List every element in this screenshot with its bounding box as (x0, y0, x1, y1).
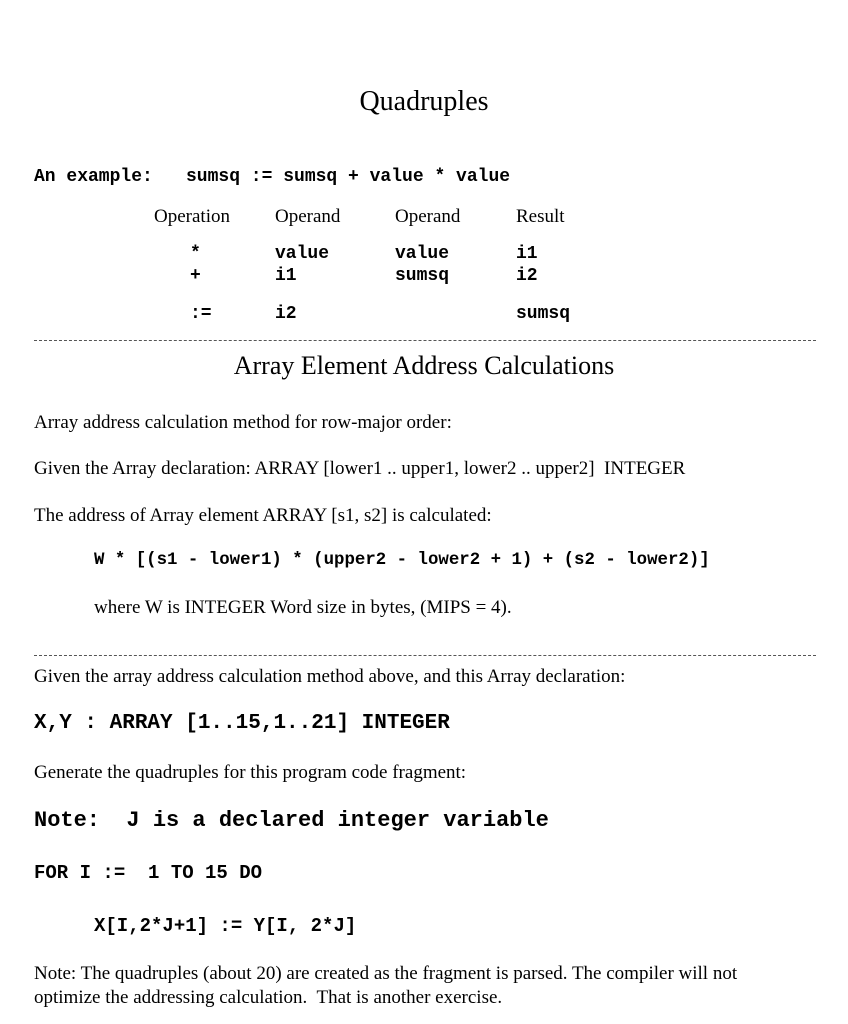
array-declaration: X,Y : ARRAY [1..15,1..21] INTEGER (34, 712, 450, 735)
final-note-line-2: optimize the addressing calculation. That is another exercise. (34, 987, 503, 1008)
row-operand-1: i1 (275, 266, 297, 286)
row-result: i2 (516, 266, 538, 286)
generate-instruction: Generate the quadruples for this program code fragment: (34, 762, 467, 783)
header-operand-2: Operand (395, 206, 461, 227)
example-expression: sumsq := sumsq + value * value (186, 167, 511, 187)
divider (34, 655, 816, 656)
row-result: sumsq (516, 304, 571, 324)
header-operation: Operation (154, 206, 230, 227)
note-j-variable: Note: J is a declared integer variable (34, 808, 549, 833)
final-note-line-1: Note: The quadruples (about 20) are created as the fragment is parsed. The compiler will not (34, 963, 738, 984)
assignment-line: X[I,2*J+1] := Y[I, 2*J] (94, 915, 357, 937)
example-label: An example: (34, 167, 153, 187)
for-loop-line: FOR I := 1 TO 15 DO (34, 862, 263, 884)
address-formula: W * [(s1 - lower1) * (upper2 - lower2 + 1) + (s2 - lower2)] (94, 551, 710, 570)
row-operand-2: sumsq (395, 266, 450, 286)
row-result: i1 (516, 244, 538, 264)
row-operand-2: value (395, 244, 450, 264)
section-title: Array Element Address Calculations (233, 351, 615, 380)
row-operation: := (190, 304, 212, 324)
page-title: Quadruples (359, 86, 489, 117)
row-operand-1: value (275, 244, 330, 264)
header-result: Result (516, 206, 565, 227)
header-operand-1: Operand (275, 206, 341, 227)
exercise-intro: Given the array address calculation method above, and this Array declaration: (34, 666, 626, 687)
address-text: The address of Array element ARRAY [s1, s2] is calculated: (34, 505, 492, 526)
row-operation: + (190, 266, 201, 286)
divider (34, 340, 816, 341)
word-size-note: where W is INTEGER Word size in bytes, (MIPS = 4). (94, 597, 512, 618)
declaration-text: Given the Array declaration: ARRAY [lower1 .. upper1, lower2 .. upper2] INTEGER (34, 458, 686, 479)
row-operation: * (190, 244, 201, 264)
method-intro: Array address calculation method for row-major order: (34, 412, 452, 433)
row-operand-1: i2 (275, 304, 297, 324)
